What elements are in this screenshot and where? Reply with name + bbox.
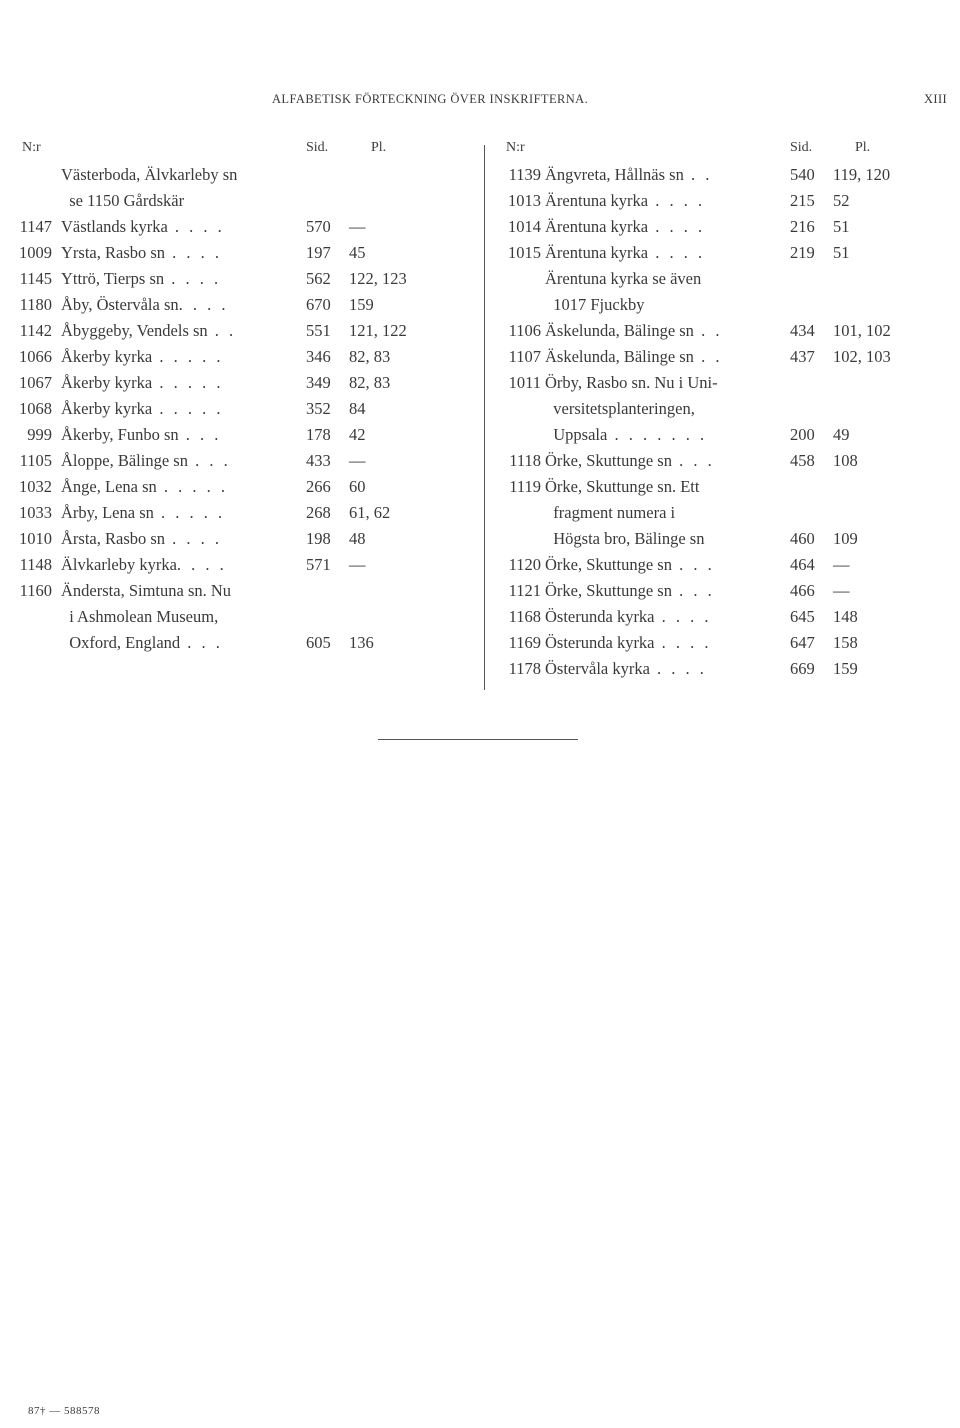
entry-name-text: Åbyggeby, Vendels sn <box>61 321 208 340</box>
entry-plate: — <box>833 581 850 600</box>
entry-plate: 159 <box>833 659 858 678</box>
entry-name <box>61 318 311 344</box>
entry-name-text: 1017 Fjuckby <box>545 295 645 314</box>
leader-dots: . . . . <box>164 269 222 288</box>
leader-dots: . . <box>693 347 723 366</box>
index-entry <box>19 552 462 578</box>
entry-page: 346 <box>306 347 331 366</box>
index-entry <box>19 396 462 422</box>
entry-number: 1120 <box>508 555 541 574</box>
entry-plate: 136 <box>349 633 374 652</box>
index-entry <box>19 344 462 370</box>
entry-name-text: Örby, Rasbo sn. Nu i Uni- <box>545 373 718 392</box>
entry-name <box>61 552 311 578</box>
entry-name <box>545 396 777 422</box>
entry-page: 349 <box>306 373 331 392</box>
leader-dots: . . . . <box>654 607 712 626</box>
entry-name-text: Ärentuna kyrka se även <box>545 269 702 288</box>
entry-number: 1178 <box>508 659 541 678</box>
index-entry <box>484 188 924 214</box>
index-entry <box>484 526 924 552</box>
leader-dots: . . . <box>671 555 715 574</box>
entry-name-text: Åkerby, Funbo sn <box>61 425 179 444</box>
index-entry <box>19 240 462 266</box>
entry-name-text: Örke, Skuttunge sn <box>545 581 672 600</box>
leader-dots: . . . . <box>167 217 225 236</box>
entry-name-text: Västerboda, Älvkarleby sn <box>61 165 238 184</box>
entry-number: 1160 <box>19 581 52 600</box>
entry-name <box>61 396 311 422</box>
entry-name <box>61 266 311 292</box>
index-entry <box>19 526 462 552</box>
entry-name <box>545 370 777 396</box>
leader-dots: . . . . <box>165 243 223 262</box>
running-head <box>0 92 960 112</box>
entry-name-text: Ängvreta, Hållnäs sn <box>545 165 684 184</box>
entry-name <box>545 500 777 526</box>
leader-dots: . . . . <box>178 295 229 314</box>
entry-number: 1107 <box>508 347 541 366</box>
index-entry <box>19 578 462 604</box>
entry-name-text: Yttrö, Tierps sn <box>61 269 165 288</box>
entry-name <box>545 266 777 292</box>
index-entry <box>19 500 462 526</box>
end-rule <box>378 739 578 740</box>
entry-number: 1015 <box>508 243 541 262</box>
entry-number: 1169 <box>508 633 541 652</box>
entry-name <box>61 448 311 474</box>
entry-number: 1142 <box>19 321 52 340</box>
entry-name <box>61 630 311 656</box>
index-rows-right <box>484 162 924 682</box>
entry-page: 562 <box>306 269 331 288</box>
entry-number: 1032 <box>19 477 52 496</box>
index-entry <box>484 552 924 578</box>
entry-page: 670 <box>306 295 331 314</box>
entry-plate: 159 <box>349 295 374 314</box>
entry-name <box>61 292 311 318</box>
entry-number: 1168 <box>508 607 541 626</box>
entry-name-text: Åkerby kyrka <box>61 399 153 418</box>
index-entry <box>22 188 462 214</box>
entry-name <box>61 526 311 552</box>
entry-plate: — <box>349 451 366 470</box>
index-rows-left <box>19 162 462 656</box>
entry-plate: 51 <box>833 217 850 236</box>
leader-dots: . . . . . <box>152 347 224 366</box>
entry-name <box>61 214 311 240</box>
entry-plate: 84 <box>349 399 366 418</box>
entry-name-text: Åloppe, Bälinge sn <box>61 451 188 470</box>
entry-name-text: Ändersta, Simtuna sn. Nu <box>61 581 232 600</box>
entry-name-text: se 1150 Gårdskär <box>61 191 185 210</box>
entry-name-text: Östervåla kyrka <box>545 659 650 678</box>
entry-plate: — <box>349 555 366 574</box>
entry-page: 178 <box>306 425 331 444</box>
entry-name <box>545 448 777 474</box>
entry-name <box>61 604 311 630</box>
entry-page: 460 <box>790 529 815 548</box>
entry-name <box>61 344 311 370</box>
entry-plate: 61, 62 <box>349 503 391 522</box>
entry-page: 433 <box>306 451 331 470</box>
index-entry <box>19 318 462 344</box>
entry-plate: 122, 123 <box>349 269 407 288</box>
entry-name-text: Västlands kyrka <box>61 217 168 236</box>
leader-dots: . . . . <box>176 555 227 574</box>
entry-number: 1119 <box>509 477 541 496</box>
page-title: ALFABETISK FÖRTECKNING ÖVER INSKRIFTERNA. <box>272 92 589 106</box>
entry-name-text: Österunda kyrka <box>545 607 655 626</box>
entry-plate: 42 <box>349 425 366 444</box>
index-entry <box>19 292 462 318</box>
entry-page: 645 <box>790 607 815 626</box>
entry-number: 1145 <box>19 269 52 288</box>
entry-name-text: fragment numera i <box>545 503 676 522</box>
entry-name <box>545 422 777 448</box>
index-entry <box>484 630 924 656</box>
leader-dots: . . <box>683 165 713 184</box>
entry-plate: 60 <box>349 477 366 496</box>
leader-dots: . . . <box>180 633 223 652</box>
index-entry <box>484 578 924 604</box>
entry-name <box>545 318 777 344</box>
index-entry <box>19 474 462 500</box>
leader-dots: . . . . <box>648 217 706 236</box>
entry-page: 466 <box>790 581 815 600</box>
entry-page: 219 <box>790 243 815 262</box>
entry-name-text: Österunda kyrka <box>545 633 655 652</box>
entry-name-text: Örke, Skuttunge sn. Ett <box>545 477 700 496</box>
entry-number: 1033 <box>19 503 52 522</box>
entry-plate: 52 <box>833 191 850 210</box>
entry-page: 266 <box>306 477 331 496</box>
index-entry <box>484 656 924 682</box>
index-entry <box>484 422 924 448</box>
entry-name <box>61 578 311 604</box>
header-nr: N:r <box>506 140 525 155</box>
entry-name-text: Ärentuna kyrka <box>545 217 649 236</box>
entry-name <box>545 474 777 500</box>
leader-dots: . . . . <box>654 633 712 652</box>
entry-page: 437 <box>790 347 815 366</box>
entry-plate: 158 <box>833 633 858 652</box>
entry-number: 1009 <box>19 243 52 262</box>
entry-name-text: Högsta bro, Bälinge sn <box>545 529 705 548</box>
entry-page: 570 <box>306 217 331 236</box>
entry-page: 551 <box>306 321 331 340</box>
entry-page: 198 <box>306 529 331 548</box>
entry-plate: 82, 83 <box>349 347 391 366</box>
index-entry <box>484 266 924 292</box>
entry-name-text: Äskelunda, Bälinge sn <box>545 321 694 340</box>
entry-number: 1011 <box>508 373 541 392</box>
entry-name-text: Yrsta, Rasbo sn <box>61 243 166 262</box>
header-pl: Pl. <box>371 140 387 155</box>
entry-page: 458 <box>790 451 815 470</box>
printer-mark: 87† — 588578 <box>28 1405 100 1417</box>
entry-name <box>545 214 777 240</box>
entry-plate: — <box>833 555 850 574</box>
entry-number: 1013 <box>508 191 541 210</box>
header-pl: Pl. <box>855 140 871 155</box>
entry-page: 540 <box>790 165 815 184</box>
entry-name <box>545 188 777 214</box>
entry-plate: 45 <box>349 243 366 262</box>
entry-name-text: Årsta, Rasbo sn <box>61 529 166 548</box>
leader-dots: . . . <box>671 581 715 600</box>
entry-name <box>61 370 311 396</box>
header-nr: N:r <box>22 140 41 155</box>
index-column-right <box>484 140 924 682</box>
leader-dots: . . . . <box>649 659 707 678</box>
header-sid: Sid. <box>790 140 813 155</box>
entry-plate: 102, 103 <box>833 347 891 366</box>
index-entry <box>484 448 924 474</box>
entry-page: 268 <box>306 503 331 522</box>
entry-page: 215 <box>790 191 815 210</box>
entry-name <box>545 344 777 370</box>
entry-plate: 82, 83 <box>349 373 391 392</box>
entry-name-text: Örke, Skuttunge sn <box>545 555 672 574</box>
entry-page: 647 <box>790 633 815 652</box>
index-entry <box>22 162 462 188</box>
entry-name <box>545 656 777 682</box>
entry-number: 1148 <box>19 555 52 574</box>
index-entry <box>484 604 924 630</box>
leader-dots: . . . <box>671 451 715 470</box>
index-entry <box>484 162 924 188</box>
entry-name-text: versitetsplanteringen, <box>545 399 695 418</box>
entry-name <box>61 240 311 266</box>
index-entry <box>484 240 924 266</box>
index-entry <box>19 214 462 240</box>
index-entry <box>484 318 924 344</box>
index-entry <box>19 448 462 474</box>
entry-number: 1105 <box>19 451 52 470</box>
entry-name-text: Oxford, England <box>61 633 181 652</box>
column-header <box>22 140 462 162</box>
entry-plate: 49 <box>833 425 850 444</box>
entry-number: 1010 <box>19 529 52 548</box>
leader-dots: . . . . <box>648 243 706 262</box>
leader-dots: . . . . <box>165 529 223 548</box>
entry-name-text: Åkerby kyrka <box>61 347 153 366</box>
entry-page: 216 <box>790 217 815 236</box>
entry-name <box>61 474 311 500</box>
entry-number: 1066 <box>19 347 52 366</box>
entry-name <box>545 162 777 188</box>
entry-plate: 48 <box>349 529 366 548</box>
entry-name <box>61 162 311 188</box>
entry-name <box>545 292 777 318</box>
entry-plate: 148 <box>833 607 858 626</box>
leader-dots: . . . . . <box>156 477 229 496</box>
leader-dots: . . . . . <box>152 373 224 392</box>
entry-name <box>61 500 311 526</box>
entry-name <box>545 240 777 266</box>
entry-number: 1067 <box>19 373 52 392</box>
leader-dots: . . <box>207 321 237 340</box>
entry-plate: 51 <box>833 243 850 262</box>
column-header <box>484 140 924 162</box>
entry-name <box>545 526 777 552</box>
entry-number: 1106 <box>508 321 541 340</box>
entry-name-text: Ånge, Lena sn <box>61 477 157 496</box>
entry-name <box>61 422 311 448</box>
entry-name-text: Uppsala <box>545 425 608 444</box>
entry-number: 1068 <box>19 399 52 418</box>
entry-number: 1139 <box>508 165 541 184</box>
entry-name <box>545 552 777 578</box>
entry-plate: 109 <box>833 529 858 548</box>
index-entry <box>484 292 924 318</box>
leader-dots: . . . <box>178 425 222 444</box>
index-entry <box>19 266 462 292</box>
entry-name-text: Ärentuna kyrka <box>545 191 649 210</box>
entry-name-text: Ärentuna kyrka <box>545 243 649 262</box>
header-sid: Sid. <box>306 140 329 155</box>
entry-name-text: Äskelunda, Bälinge sn <box>545 347 694 366</box>
entry-number: 1121 <box>508 581 541 600</box>
entry-plate: 101, 102 <box>833 321 891 340</box>
entry-name-text: Årby, Lena sn <box>61 503 154 522</box>
index-entry <box>484 370 924 396</box>
index-entry <box>484 344 924 370</box>
entry-page: 434 <box>790 321 815 340</box>
index-column-left <box>19 140 462 656</box>
entry-name-text: Älvkarleby kyrka <box>61 555 177 574</box>
entry-plate: 108 <box>833 451 858 470</box>
entry-page: 464 <box>790 555 815 574</box>
entry-page: 571 <box>306 555 331 574</box>
entry-number: 1147 <box>19 217 52 236</box>
entry-name <box>545 578 777 604</box>
entry-name-text: Åkerby kyrka <box>61 373 153 392</box>
leader-dots: . . . . <box>648 191 706 210</box>
leader-dots: . . . . . . . <box>607 425 708 444</box>
entry-page: 197 <box>306 243 331 262</box>
index-entry <box>484 474 924 500</box>
entry-page: 200 <box>790 425 815 444</box>
entry-number: 1118 <box>509 451 541 470</box>
index-entry <box>484 500 924 526</box>
index-entry <box>22 630 462 656</box>
leader-dots: . . . . . <box>153 503 226 522</box>
entry-name <box>545 630 777 656</box>
index-entry <box>19 370 462 396</box>
entry-number: 999 <box>27 425 52 444</box>
index-entry <box>484 396 924 422</box>
entry-name <box>61 188 311 214</box>
entry-page: 605 <box>306 633 331 652</box>
leader-dots: . . . <box>187 451 231 470</box>
page-number: XIII <box>924 92 948 106</box>
entry-name-text: Åby, Östervåla sn <box>61 295 179 314</box>
leader-dots: . . . . . <box>152 399 224 418</box>
entry-name <box>545 604 777 630</box>
index-entry <box>484 214 924 240</box>
entry-number: 1014 <box>508 217 541 236</box>
entry-name-text: i Ashmolean Museum, <box>61 607 219 626</box>
entry-plate: — <box>349 217 366 236</box>
entry-number: 1180 <box>19 295 52 314</box>
index-entry <box>22 604 462 630</box>
entry-page: 669 <box>790 659 815 678</box>
index-entry <box>22 422 462 448</box>
entry-plate: 121, 122 <box>349 321 407 340</box>
entry-page: 352 <box>306 399 331 418</box>
leader-dots: . . <box>693 321 723 340</box>
entry-plate: 119, 120 <box>833 165 891 184</box>
entry-name-text: Örke, Skuttunge sn <box>545 451 672 470</box>
